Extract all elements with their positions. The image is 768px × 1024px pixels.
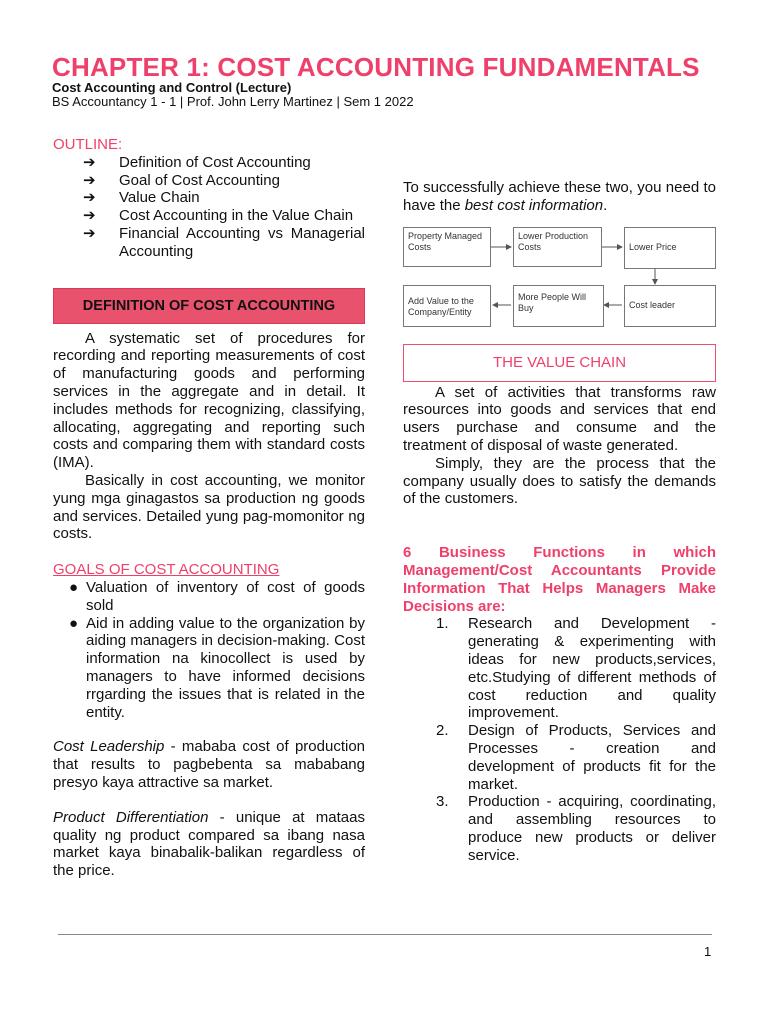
arrow-icon: ➔ bbox=[83, 189, 96, 207]
diagram-box: Add Value to the Company/Entity bbox=[403, 285, 491, 327]
diagram-box: Cost leader bbox=[624, 285, 716, 327]
diagram-box: More People Will Buy bbox=[513, 285, 604, 327]
outline-item: ➔ Financial Accounting vs Managerial Accounting bbox=[83, 224, 365, 260]
outline-item: ➔ Value Chain bbox=[83, 189, 200, 207]
achieve-paragraph: To successfully achieve these two, you need to have the best cost information. bbox=[403, 179, 716, 214]
value-chain-paragraph-2: Simply, they are the process that the company usually does to satisfy the demands of the customers. bbox=[403, 454, 716, 508]
diagram-box: Lower Production Costs bbox=[513, 227, 602, 267]
goals-list bbox=[69, 579, 365, 721]
function-item: 2. Design of Products, Services and Processes - creation and development of products fit for the market. bbox=[436, 722, 716, 793]
outline-list bbox=[83, 154, 365, 261]
cost-leadership-term: Cost Leadership bbox=[53, 738, 165, 756]
definition-heading: DEFINITION OF COST ACCOUNTING bbox=[53, 288, 365, 324]
value-chain-paragraph: A set of activities that transforms raw resources into goods and services that end users purchase and consume and the treatment of disposal of waste generated. bbox=[403, 383, 716, 454]
goal-item: ● Valuation of inventory of cost of goods sold bbox=[69, 578, 365, 614]
product-differentiation-paragraph: Product Differentiation - unique at mataas quality ng product compared sa ibang nasa market kaya binabalik-balikan regardless of the price. bbox=[53, 808, 365, 880]
diagram-box: Lower Price bbox=[624, 227, 716, 269]
bullet-icon: ● bbox=[69, 578, 79, 596]
bullet-icon: ● bbox=[69, 614, 79, 632]
left-column bbox=[53, 130, 365, 880]
footer-divider bbox=[58, 934, 712, 935]
arrow-icon: ➔ bbox=[83, 207, 96, 225]
outline-item: ➔ Cost Accounting in the Value Chain bbox=[83, 207, 354, 225]
course-info: BS Accountancy 1 - 1 | Prof. John Lerry Martinez | Sem 1 2022 bbox=[52, 94, 414, 109]
product-differentiation-term: Product Differentiation bbox=[53, 808, 209, 826]
arrow-icon: ➔ bbox=[83, 224, 96, 242]
value-chain-heading: THE VALUE CHAIN bbox=[403, 344, 716, 382]
arrow-icon: ➔ bbox=[83, 153, 96, 171]
page-title: CHAPTER 1: COST ACCOUNTING FUNDAMENTALS bbox=[52, 52, 700, 82]
subtitle: Cost Accounting and Control (Lecture) bbox=[52, 80, 292, 95]
arrow-icon: ➔ bbox=[83, 171, 96, 189]
outline-item: ➔ Goal of Cost Accounting bbox=[83, 171, 280, 189]
cost-leader-diagram bbox=[403, 225, 716, 330]
best-cost-information: best cost information bbox=[464, 196, 604, 214]
definition-paragraph-2: Basically in cost accounting, we monitor yung mga ginagastos sa production ng goods and services. Detailed yung pag-momonitor ng costs. bbox=[53, 471, 365, 543]
right-column-content bbox=[403, 137, 716, 865]
functions-heading: 6 Business Functions in which Management/Cost Accountants Provide Information That Helps Managers Make Decisions are: bbox=[403, 544, 716, 615]
outline-item: ➔ Definition of Cost Accounting bbox=[83, 153, 311, 171]
definition-paragraph: A systematic set of procedures for recording and reporting measurements of cost of manufacturing goods and performing services in the aggregate and in detail. It includes methods for recognizing, classifying, allocating, aggregating and reporting such costs and comparing them with standard costs (IMA). bbox=[53, 329, 365, 472]
function-item: 1. Research and Development - generating & experimenting with ideas for new products,services, etc.Studying of different methods of cost reduction and quality improvement. bbox=[436, 615, 716, 722]
cost-leadership-paragraph: Cost Leadership - mababa cost of production that results to pagbebenta sa mababang presyo kaya attractive sa market. bbox=[53, 738, 365, 791]
goals-heading: GOALS OF COST ACCOUNTING bbox=[53, 561, 280, 579]
functions-list bbox=[436, 615, 716, 864]
diagram-box: Property Managed Costs bbox=[403, 227, 491, 267]
page-number: 1 bbox=[704, 944, 712, 959]
outline-heading: OUTLINE: bbox=[53, 136, 123, 153]
function-item: 3. Production - acquiring, coordinating, and assembling resources to produce new products or deliver service. bbox=[436, 793, 716, 864]
goal-item: ● Aid in adding value to the organization by aiding managers in decision-making. Cost information na kinocollect is used by managers to have informed decisions rrgarding the issues that is related in the entity. bbox=[69, 614, 365, 721]
